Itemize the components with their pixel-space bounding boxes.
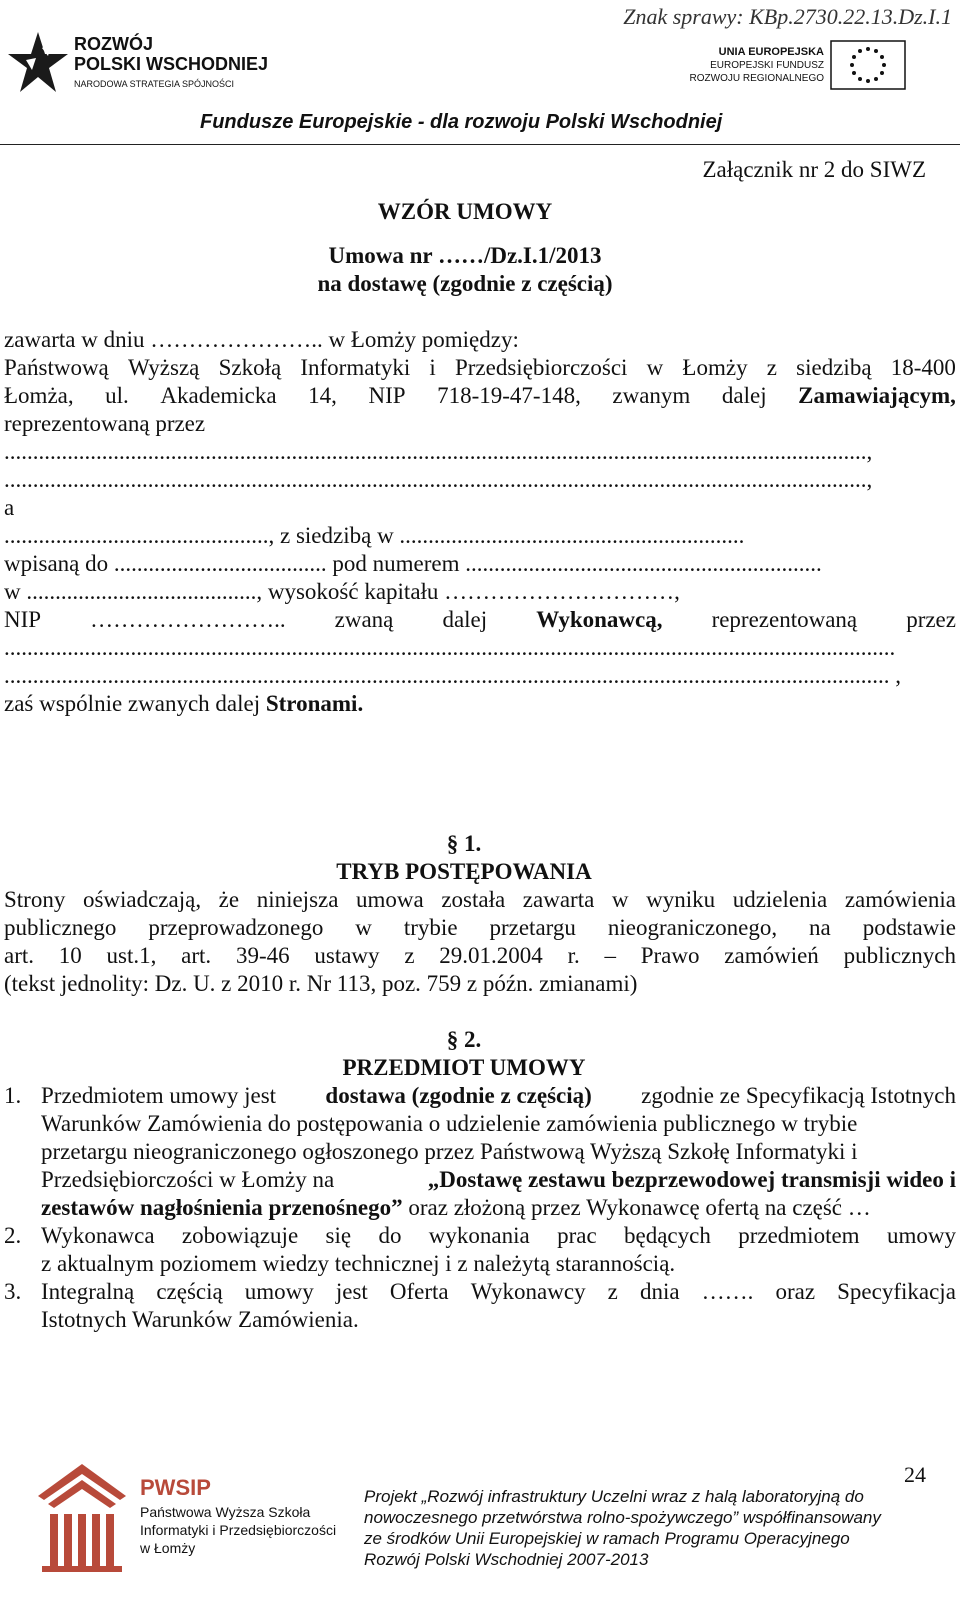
footer-project-line-1: Projekt „Rozwój infrastruktury Uczelni wraz z halą laboratoryjną do: [364, 1487, 864, 1506]
parties-line-14: zaś wspólnie zwanych dalej Stronami.: [4, 691, 364, 716]
header-divider: [0, 144, 960, 145]
parties-line-2: Państwową Wyższą Szkołą Informatyki i Przedsiębiorczości w Łomży z siedzibą 18-400: [4, 355, 956, 380]
eu-flag-icon: [830, 40, 906, 90]
logo-unia-europejska: [690, 40, 910, 96]
footer-project-line-3: ze środków Unii Europejskiej w ramach Programu Operacyjnego: [364, 1529, 850, 1548]
logo-rozwoj-polski-wschodniej: [8, 28, 288, 102]
section-2-number: § 2.: [446, 1027, 482, 1052]
item-3-line-1: Integralną częścią umowy jest Oferta Wykonawcy z dnia ……. oraz Specyfikacja: [41, 1279, 956, 1304]
parties-line-11: NIP …………………….. zwaną dalej Wykonawcą, reprezentowaną przez: [4, 607, 956, 632]
footer-project-text: [364, 1486, 944, 1570]
item-1-line-2: Warunków Zamówienia do postępowania o udzielenie zamówienia publicznego w trybie: [41, 1111, 858, 1136]
section-1-line-2: publicznego przeprowadzonego w trybie przetargu nieograniczonego, na podstawie: [4, 915, 956, 940]
item-1-number: 1.: [4, 1083, 22, 1108]
parties-line-7: a: [4, 495, 15, 520]
footer-project-line-2: nowoczesnego przetwórstwa rolno-spożywczego” współfinansowany: [364, 1508, 881, 1527]
logo-right-line2: EUROPEJSKI FUNDUSZ: [710, 60, 824, 71]
header-slogan: Fundusze Europejskie - dla rozwoju Polski Wschodniej: [200, 111, 723, 133]
section-1-number: § 1.: [446, 831, 482, 856]
parties-line-8: .............................................., z siedzibą w ............................................................: [4, 523, 745, 548]
star-emblem-icon: [8, 30, 70, 100]
item-1-line-1: Przedmiotem umowy jest dostawa (zgodnie z częścią) zgodnie ze Specyfikacją Istotnych: [41, 1083, 956, 1108]
parties-line-10: w ........................................, wysokość kapitału …………………………,: [4, 579, 680, 604]
footer-logo-line2: Informatyki i Przedsiębiorczości: [140, 1522, 337, 1538]
parties-line-6: ......................................................................................................................................................,: [4, 467, 873, 492]
logo-right-line3: ROZWOJU REGIONALNEGO: [689, 73, 824, 84]
footer-logo-abbr: PWSIP: [140, 1475, 211, 1500]
logo-left-line3: NARODOWA STRATEGIA SPÓJNOŚCI: [74, 79, 235, 89]
case-reference: [623, 4, 952, 30]
parties-line-9: wpisaną do ..................................... pod numerem ..............................................................: [4, 551, 822, 576]
logo-right-line1: UNIA EUROPEJSKA: [718, 46, 824, 58]
parties-name: Stronami.: [265, 691, 364, 716]
parties-line-5: ......................................................................................................................................................,: [4, 439, 873, 464]
contractor-name: Wykonawcą,: [536, 607, 663, 632]
footer-logo-line1: Państwowa Wyższa Szkoła: [140, 1504, 311, 1520]
footer-logo-line3: w Łomży: [140, 1540, 196, 1556]
case-number: KBp.2730.22.13.Dz.I.1: [749, 4, 952, 29]
footer-logo-pwsip: [36, 1462, 356, 1582]
item-1-line-4: Przedsiębiorczości w Łomży na „Dostawę zestawu bezprzewodowej transmisji wideo i: [41, 1167, 956, 1192]
pwsip-building-icon: [36, 1462, 128, 1574]
delivery-subject: dostawa (zgodnie z częścią): [325, 1083, 592, 1108]
document-title: WZÓR UMOWY: [377, 199, 553, 224]
item-3-number: 3.: [4, 1279, 22, 1304]
attachment-label: Załącznik nr 2 do SIWZ: [702, 157, 926, 182]
parties-line-1: zawarta w dniu ………………….. w Łomży pomiędzy:: [4, 327, 519, 352]
parties-line-13: .......................................................................................................................................................... ,: [4, 663, 901, 688]
section-1-line-4: (tekst jednolity: Dz. U. z 2010 r. Nr 113, poz. 759 z późn. zmianami): [4, 971, 638, 996]
case-label: Znak sprawy:: [623, 4, 744, 29]
ordering-party-name: Zamawiającym,: [798, 383, 956, 408]
item-1-line-5: zestawów nagłośnienia przenośnego” oraz złożoną przez Wykonawcę ofertą na część …: [41, 1195, 871, 1220]
parties-line-4: reprezentowaną przez: [4, 411, 206, 436]
section-2-title: PRZEDMIOT UMOWY: [342, 1055, 586, 1080]
item-1-line-3: przetargu nieograniczonego ogłoszonego przez Państwową Wyższą Szkołę Informatyki i: [41, 1139, 858, 1164]
page-number: 24: [904, 1462, 926, 1487]
contract-number: Umowa nr ……/Dz.I.1/2013: [328, 243, 602, 268]
procurement-title-part-2: zestawów nagłośnienia przenośnego”: [41, 1195, 403, 1220]
parties-line-12: ...........................................................................................................................................................: [4, 635, 896, 660]
parties-line-3: Łomża, ul. Akademicka 14, NIP 718-19-47-148, zwanym dalej Zamawiającym,: [4, 383, 956, 408]
section-1-line-1: Strony oświadczają, że niniejsza umowa została zawarta w wyniku udzielenia zamówienia: [4, 887, 956, 912]
logo-left-line1: ROZWÓJ: [74, 34, 153, 54]
item-2-line-1: Wykonawca zobowiązuje się do wykonania prac będących przedmiotem umowy: [41, 1223, 956, 1248]
procurement-title-part-1: „Dostawę zestawu bezprzewodowej transmisji wideo i: [427, 1167, 956, 1192]
item-2-number: 2.: [4, 1223, 22, 1248]
logo-left-line2: POLSKI WSCHODNIEJ: [74, 54, 269, 74]
item-3-line-2: Istotnych Warunków Zamówienia.: [41, 1307, 359, 1332]
contract-subject: na dostawę (zgodnie z częścią): [317, 271, 613, 296]
item-2-line-2: z aktualnym poziomem wiedzy technicznej i z należytą starannością.: [41, 1251, 676, 1276]
section-1-title: TRYB POSTĘPOWANIA: [336, 859, 592, 884]
section-1-line-3: art. 10 ust.1, art. 39-46 ustawy z 29.01.2004 r. – Prawo zamówień publicznych: [4, 943, 956, 968]
footer-project-line-4: Rozwój Polski Wschodniej 2007-2013: [364, 1550, 649, 1569]
